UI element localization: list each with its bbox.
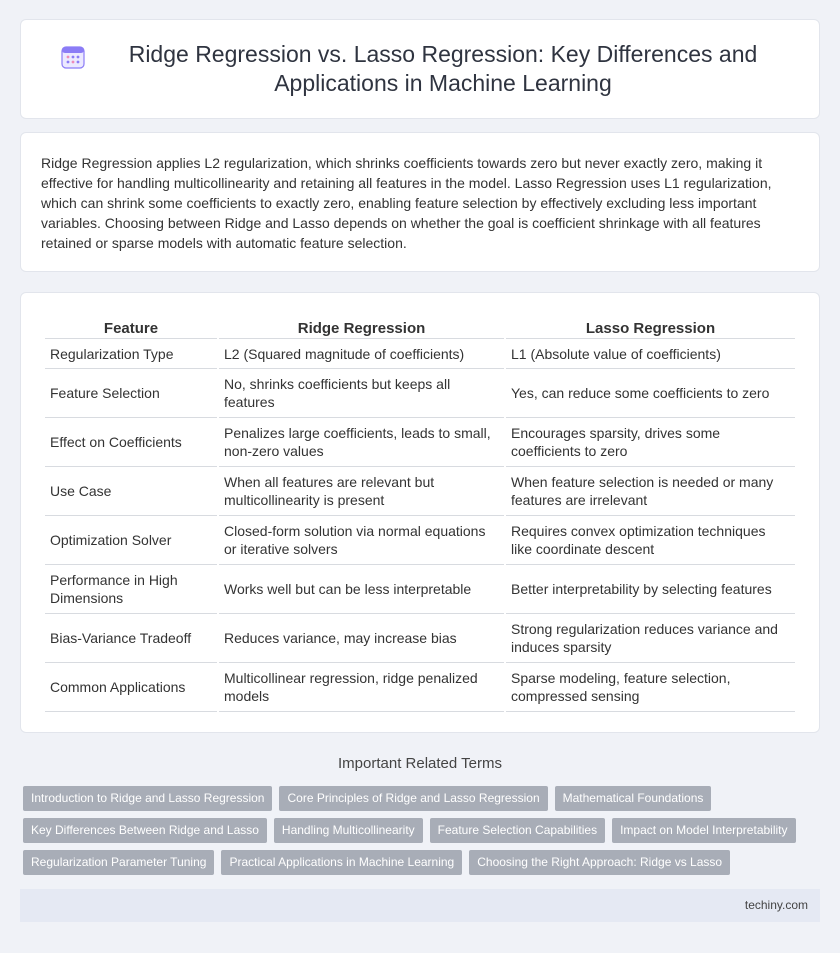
table-row — [45, 614, 795, 663]
cell-ridge: Reduces variance, may increase bias — [219, 614, 504, 663]
cell-ridge: Multicollinear regression, ridge penalized models — [219, 663, 504, 712]
cell-feature: Bias-Variance Tradeoff — [45, 614, 217, 663]
cell-lasso: When feature selection is needed or many features are irrelevant — [506, 467, 795, 516]
cell-feature: Optimization Solver — [45, 516, 217, 565]
page-title: Ridge Regression vs. Lasso Regression: Key Differences and Applications in Machine Learning — [128, 41, 758, 96]
cell-ridge: Works well but can be less interpretable — [219, 565, 504, 614]
table-row — [45, 565, 795, 614]
related-tag[interactable]: Introduction to Ridge and Lasso Regression — [23, 786, 272, 811]
summary-card — [20, 132, 820, 272]
footer-brand[interactable]: techiny.com — [744, 898, 808, 912]
related-terms-title: Important Related Terms — [338, 755, 502, 772]
related-terms-section — [20, 755, 820, 882]
table-row — [45, 516, 795, 565]
cell-lasso: Strong regularization reduces variance and induces sparsity — [506, 614, 795, 663]
table-row — [45, 663, 795, 712]
table-header-row — [45, 313, 795, 339]
comparison-table-card — [20, 292, 820, 733]
related-tag[interactable]: Practical Applications in Machine Learning — [221, 850, 462, 875]
header-ridge: Ridge Regression — [219, 313, 504, 339]
related-tag[interactable]: Key Differences Between Ridge and Lasso — [23, 818, 267, 843]
related-tag[interactable]: Regularization Parameter Tuning — [23, 850, 214, 875]
cell-feature: Feature Selection — [45, 369, 217, 418]
footer — [20, 889, 820, 922]
table-row — [45, 467, 795, 516]
table-row — [45, 369, 795, 418]
related-tag[interactable]: Mathematical Foundations — [555, 786, 712, 811]
cell-lasso: Requires convex optimization techniques like coordinate descent — [506, 516, 795, 565]
cell-ridge: L2 (Squared magnitude of coefficients) — [219, 339, 504, 369]
title-card — [20, 19, 820, 119]
cell-ridge: Penalizes large coefficients, leads to small, non-zero values — [219, 418, 504, 467]
cell-ridge: Closed-form solution via normal equations or iterative solvers — [219, 516, 504, 565]
cell-feature: Performance in High Dimensions — [45, 565, 217, 614]
related-tag[interactable]: Choosing the Right Approach: Ridge vs Lasso — [469, 850, 730, 875]
cell-ridge: When all features are relevant but multicollinearity is present — [219, 467, 504, 516]
cell-feature: Effect on Coefficients — [45, 418, 217, 467]
related-tag[interactable]: Impact on Model Interpretability — [612, 818, 795, 843]
cell-lasso: Better interpretability by selecting features — [506, 565, 795, 614]
cell-lasso: L1 (Absolute value of coefficients) — [506, 339, 795, 369]
calendar-icon — [60, 44, 86, 70]
cell-lasso: Yes, can reduce some coefficients to zero — [506, 369, 795, 418]
related-tag[interactable]: Core Principles of Ridge and Lasso Regression — [279, 786, 547, 811]
cell-feature: Use Case — [45, 467, 217, 516]
table-row — [45, 339, 795, 369]
related-tags — [20, 786, 820, 882]
comparison-table — [43, 313, 797, 712]
cell-lasso: Sparse modeling, feature selection, compressed sensing — [506, 663, 795, 712]
table-row — [45, 418, 795, 467]
related-tag[interactable]: Handling Multicollinearity — [274, 818, 423, 843]
cell-feature: Regularization Type — [45, 339, 217, 369]
cell-ridge: No, shrinks coefficients but keeps all features — [219, 369, 504, 418]
cell-feature: Common Applications — [45, 663, 217, 712]
cell-lasso: Encourages sparsity, drives some coefficients to zero — [506, 418, 795, 467]
title-wrap — [60, 40, 780, 98]
related-tag[interactable]: Feature Selection Capabilities — [430, 818, 605, 843]
header-lasso: Lasso Regression — [506, 313, 795, 339]
summary-text: Ridge Regression applies L2 regularization, which shrinks coefficients towards zero but never exactly zero, making it effective for handling multicollinearity and retaining all features in the model. Lasso Regression uses L1 regularization, which can shrink some coefficients to exactly zero, enabling feature selection by effectively excluding less important variables. Choosing between Ridge and Lasso depends on whether the goal is coefficient shrinkage with all features retained or sparse models with automatic feature selection. — [41, 155, 772, 251]
header-feature: Feature — [45, 313, 217, 339]
